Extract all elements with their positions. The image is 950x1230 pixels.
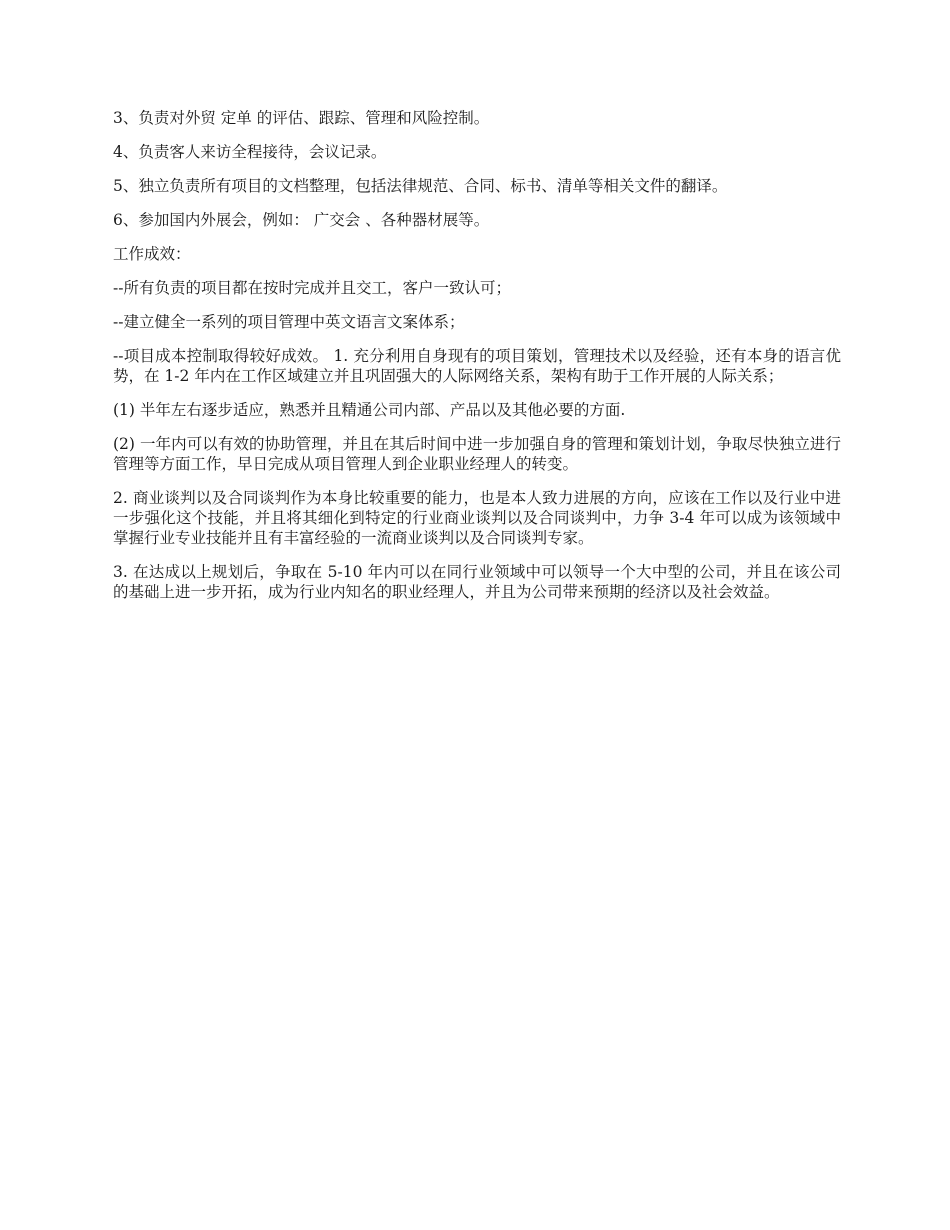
achievement-item-2: --建立健全一系列的项目管理中英文语言文案体系； [113, 313, 465, 331]
duty-item-6: 6、参加国内外展会，例如： 广交会 、各种器材展等。 [113, 211, 490, 229]
plan-step-2: (2) 一年内可以有效的协助管理，并且在其后时间中进一步加强自身的管理和策划计划，争取尽快独立进行管理等方面工作，早日完成从项目管理人到企业职业经理人的转变。 [113, 435, 841, 473]
duty-item-4: 4、负责客人来访全程接待，会议记录。 [113, 143, 387, 161]
achievement-item-1: --所有负责的项目都在按时完成并且交工，客户一致认可； [113, 279, 511, 297]
achievement-item-3: --项目成本控制取得较好成效。 1. 充分利用自身现有的项目策划，管理技术以及经验，还有本身的语言优势，在 1-2 年内在工作区域建立并且巩固强大的人际网络关系，架构有助于工作开展的人际关系； [113, 347, 841, 385]
achievements-heading: 工作成效： [113, 245, 191, 263]
duty-item-5: 5、独立负责所有项目的文档整理，包括法律规范、合同、标书、清单等相关文件的翻译。 [113, 177, 728, 195]
plan-goal-3: 3. 在达成以上规划后，争取在 5-10 年内可以在同行业领域中可以领导一个大中型的公司，并且在该公司的基础上进一步开拓，成为行业内知名的职业经理人，并且为公司带来预期的经济以及社会效益。 [113, 563, 841, 601]
plan-goal-2: 2. 商业谈判以及合同谈判作为本身比较重要的能力，也是本人致力进展的方向，应该在工作以及行业中进一步强化这个技能，并且将其细化到特定的行业商业谈判以及合同谈判中，力争 3-4 年可以成为该领域中掌握行业专业技能并且有丰富经验的一流商业谈判以及合同谈判专家。 [113, 489, 841, 547]
duty-item-3: 3、负责对外贸 定单 的评估、跟踪、管理和风险控制。 [113, 109, 490, 127]
plan-step-1: (1) 半年左右逐步适应，熟悉并且精通公司内部、产品以及其他必要的方面. [113, 401, 626, 419]
document-page [113, 108, 841, 616]
